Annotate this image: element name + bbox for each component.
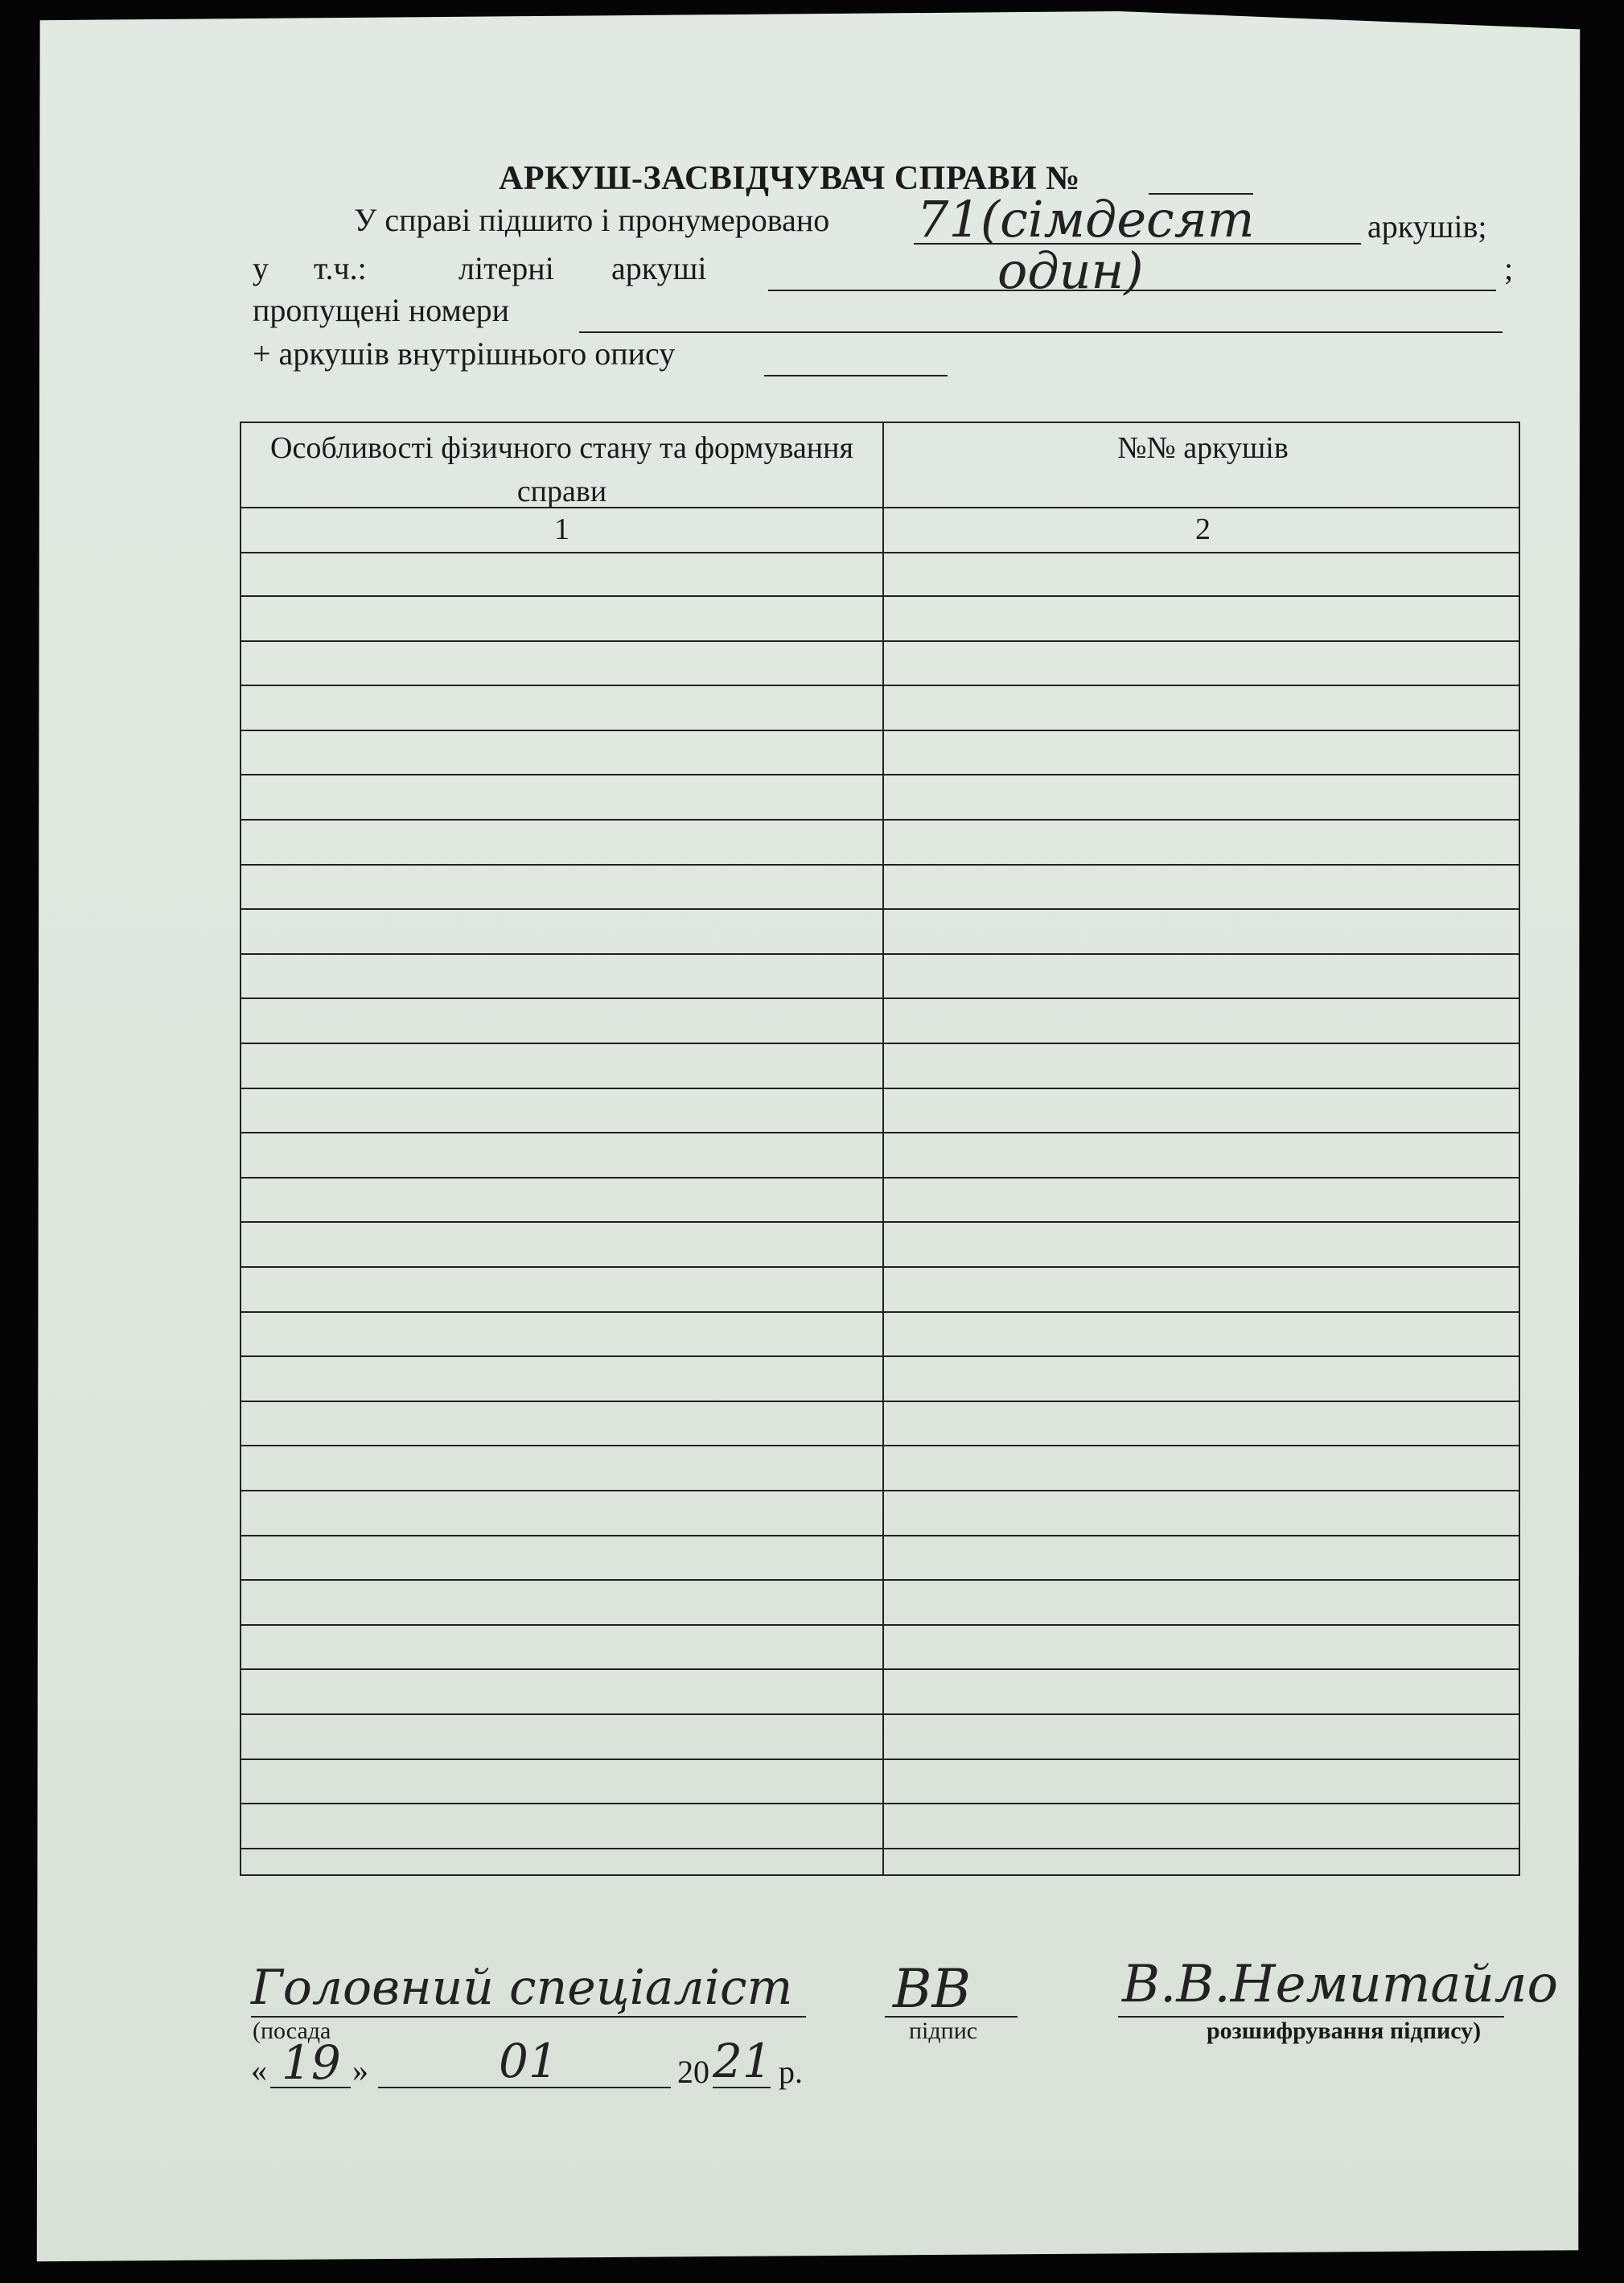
position-line (251, 2016, 806, 2018)
table-rule (241, 1848, 1519, 1849)
name-caption: розшифрування підпису) (1207, 2018, 1482, 2044)
table-rule (241, 507, 1519, 508)
table-rule (241, 774, 1519, 775)
table-rule (241, 1579, 1519, 1581)
column-header-features: Особливості фізичного стану та формування справи (270, 431, 853, 508)
internal-inventory-line (764, 375, 948, 376)
table-rule (241, 819, 1519, 821)
table-rule (241, 552, 1519, 553)
internal-inventory-label: + аркушів внутрішнього опису (253, 335, 676, 372)
table-rule (241, 1624, 1519, 1626)
date-year-unit: р. (779, 2054, 803, 2090)
table-rule (241, 595, 1519, 597)
sheets-count-handwritten-cont: один) (997, 241, 1144, 300)
signature-mark: ВВ (893, 1958, 972, 2020)
date-month-line (378, 2087, 671, 2088)
sheets-count-handwritten: 71(сімдесят (917, 190, 1255, 249)
physical-state-table (240, 422, 1520, 1876)
missing-numbers-label: пропущені номери (253, 292, 510, 328)
name-handwritten: В.В.Немитайло (1122, 1955, 1559, 2014)
date-year-prefix: 20 (677, 2054, 709, 2090)
incl-label-u: у (253, 250, 269, 286)
table-rule (241, 1355, 1519, 1357)
document-title: АРКУШ-ЗАСВІДЧУВАЧ СПРАВИ № (499, 160, 1080, 197)
incl-label-tch: т.ч.: (314, 250, 367, 286)
missing-numbers-line (579, 331, 1503, 333)
date-year-suffix: 21 (713, 2034, 772, 2088)
table-rule (241, 640, 1519, 642)
date-day-line (270, 2087, 351, 2088)
date-open-quote: « (251, 2052, 267, 2088)
table-rule (241, 1043, 1519, 1044)
table-rule (241, 1132, 1519, 1133)
literal-suffix: ; (1504, 250, 1514, 286)
table-rule (241, 908, 1519, 910)
table-rule (241, 1311, 1519, 1313)
table-rule (241, 998, 1519, 999)
table-rule (241, 1266, 1519, 1268)
signature-caption: підпис (909, 2018, 978, 2044)
table-rule (241, 1177, 1519, 1179)
column-header-sheet-numbers: №№ аркушів (1117, 431, 1289, 465)
table-rule (241, 1803, 1519, 1804)
table-rule (241, 1668, 1519, 1670)
sheets-suffix: аркушів; (1367, 208, 1487, 245)
date-day: 19 (282, 2035, 341, 2090)
date-year-line (713, 2087, 771, 2088)
table-rule (241, 1490, 1519, 1491)
position-handwritten: Головний спеціаліст (251, 1960, 793, 2016)
table-rule (241, 1445, 1519, 1446)
table-rule (241, 685, 1519, 686)
table-rule (241, 1759, 1519, 1760)
column-number-2: 2 (1195, 512, 1211, 546)
table-rule (241, 1221, 1519, 1223)
table-rule (241, 730, 1519, 731)
table-rule (241, 1401, 1519, 1402)
incl-label-sheets: аркуші (611, 250, 707, 286)
date-month: 01 (499, 2034, 558, 2088)
position-caption: (посада (253, 2018, 331, 2044)
incl-label-literal: літерні (458, 250, 554, 286)
stitched-sheets-label: У справі підшито і пронумеровано (354, 202, 830, 238)
table-rule (241, 864, 1519, 866)
table-rule (241, 1713, 1519, 1715)
table-rule (241, 953, 1519, 955)
table-rule (241, 1088, 1519, 1089)
column-number-1: 1 (554, 512, 569, 546)
date-close-quote: » (352, 2052, 368, 2088)
table-rule (241, 1535, 1519, 1536)
